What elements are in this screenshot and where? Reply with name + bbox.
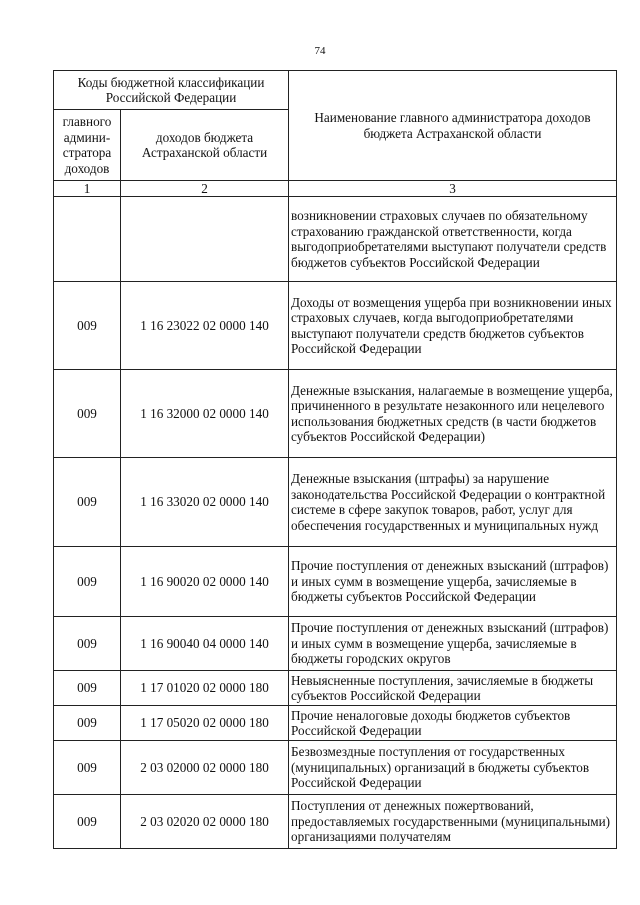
page-number: 74 xyxy=(314,45,326,57)
income-code-cell: 1 16 33020 02 0000 140 xyxy=(121,458,289,547)
admin-code-cell: 009 xyxy=(54,671,121,706)
header-codes-group: Коды бюджетной классификации Российской Федерации xyxy=(54,71,289,110)
header-name-column: Наименование главного администратора доходов бюджета Астраханской области xyxy=(289,71,617,181)
column-number-1: 1 xyxy=(54,181,121,197)
table-row xyxy=(54,458,617,547)
table-row xyxy=(54,706,617,741)
table-row xyxy=(54,671,617,706)
income-name-cell: Прочие поступления от денежных взысканий (штрафов) и иных сумм в возмещение ущерба, зачисляемые в бюджеты субъектов Российской Федерации xyxy=(289,547,617,617)
income-name-cell: Доходы от возмещения ущерба при возникновении иных страховых случаев, когда выгодоприобретателями выступают получатели средств бюджетов субъектов Российской Федерации xyxy=(289,282,617,370)
admin-code-cell: 009 xyxy=(54,706,121,741)
admin-code-cell xyxy=(54,197,121,282)
income-name-cell: Безвозмездные поступления от государственных (муниципальных) организаций в бюджеты субъектов Российской Федерации xyxy=(289,741,617,795)
table-row xyxy=(54,370,617,458)
column-number-3: 3 xyxy=(289,181,617,197)
admin-code-cell: 009 xyxy=(54,547,121,617)
table-row xyxy=(54,617,617,671)
income-name-cell: Прочие неналоговые доходы бюджетов субъектов Российской Федерации xyxy=(289,706,617,741)
income-code-cell xyxy=(121,197,289,282)
income-name-cell: Невыясненные поступления, зачисляемые в бюджеты субъектов Российской Федерации xyxy=(289,671,617,706)
income-name-cell: возникновении страховых случаев по обязательному страхованию гражданской ответственности, когда выгодоприобретателями выступают получатели средств бюджетов субъектов Российской Федерации xyxy=(289,197,617,282)
income-code-cell: 1 17 05020 02 0000 180 xyxy=(121,706,289,741)
income-code-cell: 2 03 02000 02 0000 180 xyxy=(121,741,289,795)
table-row xyxy=(54,547,617,617)
income-code-cell: 1 16 90040 04 0000 140 xyxy=(121,617,289,671)
admin-code-cell: 009 xyxy=(54,795,121,849)
table-row xyxy=(54,795,617,849)
income-code-cell: 2 03 02020 02 0000 180 xyxy=(121,795,289,849)
admin-code-cell: 009 xyxy=(54,741,121,795)
column-number-row xyxy=(54,181,617,197)
income-name-cell: Денежные взыскания, налагаемые в возмещение ущерба, причиненного в результате незаконного или нецелевого использования бюджетных средств (в части бюджетов субъектов Российской Федерации) xyxy=(289,370,617,458)
table-row xyxy=(54,741,617,795)
income-code-cell: 1 16 90020 02 0000 140 xyxy=(121,547,289,617)
budget-classification-table xyxy=(53,70,617,849)
income-code-cell: 1 16 32000 02 0000 140 xyxy=(121,370,289,458)
header-admin-column: главного админи-стратора доходов xyxy=(54,110,121,181)
admin-code-cell: 009 xyxy=(54,282,121,370)
income-name-cell: Прочие поступления от денежных взысканий (штрафов) и иных сумм в возмещение ущерба, зачисляемые в бюджеты городских округов xyxy=(289,617,617,671)
table-row xyxy=(54,282,617,370)
column-number-2: 2 xyxy=(121,181,289,197)
admin-code-cell: 009 xyxy=(54,370,121,458)
table-row xyxy=(54,197,617,282)
income-name-cell: Поступления от денежных пожертвований, предоставляемых государственными (муниципальными) организациями получателям xyxy=(289,795,617,849)
income-code-cell: 1 16 23022 02 0000 140 xyxy=(121,282,289,370)
income-name-cell: Денежные взыскания (штрафы) за нарушение законодательства Российской Федерации о контрактной системе в сфере закупок товаров, работ, услуг для обеспечения государственных и муниципальных нужд xyxy=(289,458,617,547)
income-code-cell: 1 17 01020 02 0000 180 xyxy=(121,671,289,706)
header-income-column: доходов бюджета Астраханской области xyxy=(121,110,289,181)
admin-code-cell: 009 xyxy=(54,617,121,671)
admin-code-cell: 009 xyxy=(54,458,121,547)
